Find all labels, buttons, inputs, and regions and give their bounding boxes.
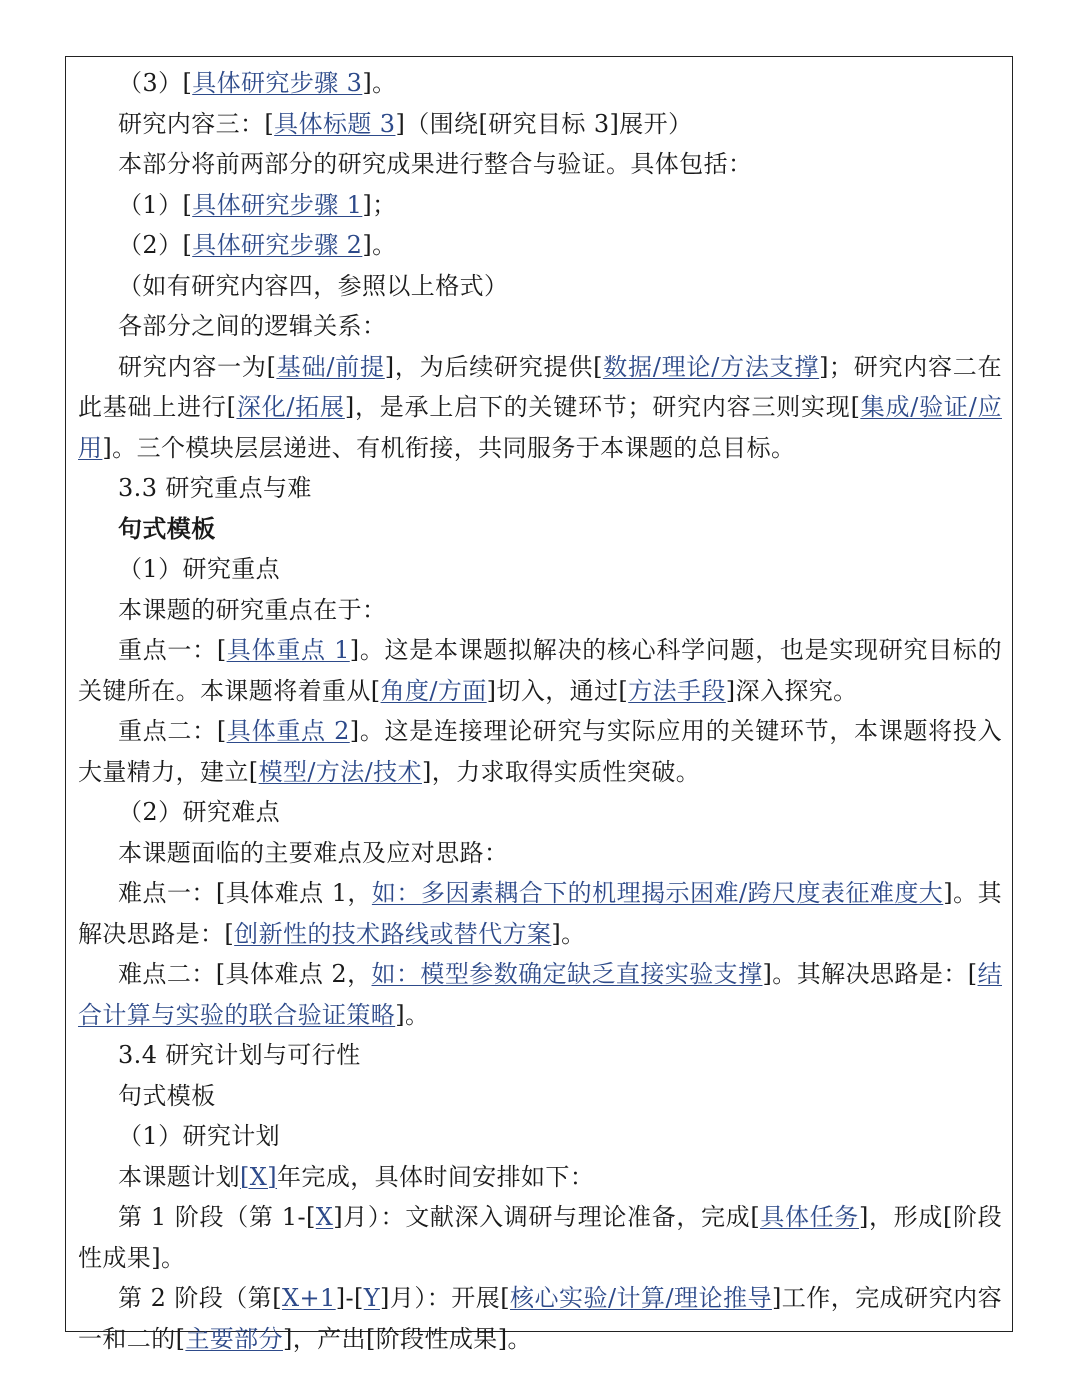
body-text: ]。 [551, 919, 586, 948]
body-text: ]月）：开展[ [380, 1284, 510, 1312]
body-text: ]月）：文献深入调研与理论准备，完成[ [333, 1203, 761, 1231]
paragraph-p12 [78, 590, 1002, 631]
body-text: 第 1 阶段（第 1-[ [118, 1203, 316, 1231]
placeholder-text: 具体研究步骤 1 [192, 190, 363, 219]
body-text: 3.4 研究计划与可行性 [118, 1041, 361, 1069]
placeholder-text: 如：多因素耦合下的机理揭示困难/跨尺度表征难度大 [371, 879, 944, 907]
placeholder-text: 核心实验/计算/理论推导 [509, 1284, 772, 1312]
body-text: 本课题的研究重点在于： [118, 595, 387, 624]
placeholder-text: 深化/拓展 [236, 393, 345, 421]
body-text: 各部分之间的逻辑关系： [118, 312, 387, 340]
body-text: 重点一：[ [118, 636, 227, 664]
body-text: 重点二：[ [118, 717, 227, 745]
placeholder-text: [X] [240, 1162, 278, 1191]
placeholder-text: 如：模型参数确定缺乏直接实验支撑 [371, 960, 763, 988]
body-text: （如有研究内容四，参照以上格式） [118, 271, 509, 300]
body-text: ]。这是连接理论研究与实际应用的关键环节，本课题将投入大量精力，建立[ [78, 717, 1002, 786]
paragraph-p19 [78, 1035, 1002, 1076]
body-text: 研究内容一为[ [118, 352, 277, 381]
paragraph-p14 [78, 711, 1002, 792]
placeholder-text: 具体标题 3 [274, 109, 396, 138]
body-text: ]-[ [335, 1284, 364, 1312]
body-text: 句式模板 [118, 1081, 216, 1110]
placeholder-text: Y [363, 1284, 380, 1312]
paragraph-p09 [78, 468, 1002, 509]
body-text: ]。 [362, 231, 397, 259]
paragraph-p07 [78, 306, 1002, 347]
paragraph-p04 [78, 185, 1002, 226]
paragraph-p15 [78, 792, 1002, 833]
paragraph-p06 [78, 266, 1002, 307]
placeholder-text: 具体重点 1 [226, 636, 350, 664]
placeholder-text: 方法手段 [628, 676, 726, 705]
body-text: ]。 [362, 69, 397, 97]
placeholder-text: 集成/验证/应用 [78, 393, 1002, 462]
placeholder-text: 基础/前提 [276, 352, 385, 381]
body-text: 本部分将前两部分的研究成果进行整合与验证。具体包括： [118, 150, 753, 178]
body-text: 难点二：[具体难点 2， [118, 960, 372, 988]
body-text: ]，力求取得实质性突破。 [421, 757, 701, 786]
paragraph-p02 [78, 104, 1002, 145]
placeholder-text: 具体研究步骤 3 [192, 69, 363, 97]
body-text: ]（围绕[研究目标 3]展开） [395, 109, 693, 138]
body-text: （1）研究计划 [118, 1122, 281, 1150]
body-text: （1）[ [118, 190, 193, 219]
paragraph-p22 [78, 1157, 1002, 1198]
body-text: 研究内容三：[ [118, 109, 275, 138]
placeholder-text: 角度/方面 [380, 676, 487, 705]
paragraph-p23 [78, 1197, 1002, 1278]
placeholder-text: 结合计算与实验的联合验证策略 [78, 960, 1002, 1029]
paragraph-p24 [78, 1278, 1002, 1359]
paragraph-p20 [78, 1076, 1002, 1117]
placeholder-text: 具体任务 [760, 1203, 859, 1231]
placeholder-text: 主要部分 [185, 1324, 283, 1353]
body-text: （3）[ [118, 69, 193, 97]
body-text: ]。三个模块层层递进、有机衔接，共同服务于本课题的总目标。 [102, 433, 796, 462]
body-text: ]。其解决思路是：[ [762, 960, 978, 988]
body-text: 本课题计划 [118, 1162, 240, 1191]
paragraph-p13 [78, 630, 1002, 711]
placeholder-text: 具体重点 2 [226, 717, 350, 745]
body-text: 本课题面临的主要难点及应对思路： [118, 838, 509, 867]
document-page [65, 56, 1013, 1353]
body-text: （1）研究重点 [118, 555, 281, 583]
body-text: 年完成，具体时间安排如下： [277, 1162, 595, 1191]
paragraph-p03 [78, 144, 1002, 185]
paragraph-p11 [78, 549, 1002, 590]
paragraph-p10 [78, 509, 1002, 550]
body-text: ]，形成[阶段性成果]。 [78, 1203, 1003, 1272]
body-text: ]深入探究。 [725, 676, 858, 705]
placeholder-text: X+1 [282, 1284, 336, 1312]
paragraph-p18 [78, 954, 1002, 1035]
paragraph-p21 [78, 1116, 1002, 1157]
body-text: ]，是承上启下的关键环节；研究内容三则实现[ [344, 393, 861, 421]
placeholder-text: 模型/方法/技术 [258, 757, 422, 786]
placeholder-text: 创新性的技术路线或替代方案 [234, 919, 552, 948]
paragraph-p17 [78, 873, 1002, 954]
body-text: ]。 [395, 1000, 430, 1029]
body-text: ]，产出[阶段性成果]。 [282, 1324, 532, 1353]
body-text: （2）研究难点 [118, 798, 281, 826]
body-text: ]工作，完成研究内容一和二的[ [78, 1284, 1002, 1353]
paragraph-p05 [78, 225, 1002, 266]
paragraph-p01 [78, 63, 1002, 104]
body-text: ]切入，通过[ [486, 676, 629, 705]
body-text: ]。这是本课题拟解决的核心科学问题，也是实现研究目标的关键所在。本课题将着重从[ [78, 636, 1002, 705]
body-text: ]； [362, 190, 397, 219]
body-text: 3.3 研究重点与难 [118, 474, 312, 502]
body-text: ]，为后续研究提供[ [384, 352, 603, 381]
body-text: （2）[ [118, 231, 193, 259]
paragraph-p08 [78, 347, 1002, 469]
body-text: 第 2 阶段（第[ [118, 1284, 283, 1312]
body-text: 难点一：[具体难点 1， [118, 879, 372, 907]
paragraph-p16 [78, 833, 1002, 874]
placeholder-text: 数据/理论/方法支撑 [602, 352, 820, 381]
placeholder-text: 具体研究步骤 2 [192, 231, 363, 259]
body-text: ]。其解决思路是：[ [78, 879, 1002, 948]
body-text: 句式模板 [118, 513, 216, 543]
placeholder-text: X [315, 1203, 334, 1231]
body-text: ]；研究内容二在此基础上进行[ [78, 352, 1002, 421]
